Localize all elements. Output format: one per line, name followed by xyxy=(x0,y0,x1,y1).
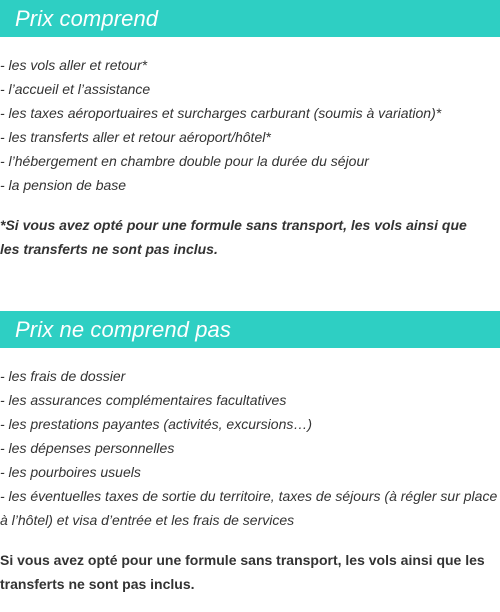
list-item: - les pourboires usuels xyxy=(0,464,141,480)
excluded-note: Si vous avez opté pour une formule sans transport, les vols ainsi que les transferts ne sont pas inclus. xyxy=(0,552,485,592)
list-item: - les dépenses personnelles xyxy=(0,440,175,456)
list-item: - la pension de base xyxy=(0,177,127,193)
excluded-header xyxy=(0,311,500,348)
list-item: - les vols aller et retour* xyxy=(0,57,148,73)
excluded-list xyxy=(0,364,500,532)
list-item: - les prestations payantes (activités, excursions…) xyxy=(0,416,313,432)
list-item: - les frais de dossier xyxy=(0,368,126,384)
excluded-title: Prix ne comprend pas xyxy=(15,316,231,342)
included-list xyxy=(0,53,500,197)
list-item: - les taxes aéroportuaires et surcharges carburant (soumis à variation)* xyxy=(0,105,442,121)
included-header xyxy=(0,0,500,37)
list-item: - les éventuelles taxes de sortie du territoire, taxes de séjours (à régler sur place à l’hôtel) et visa d’entrée et les frais de services xyxy=(0,488,498,528)
list-item: - l’hébergement en chambre double pour la durée du séjour xyxy=(0,153,369,169)
included-note: *Si vous avez opté pour une formule sans transport, les vols ainsi que les transferts ne sont pas inclus. xyxy=(0,217,467,257)
list-item: - les assurances complémentaires facultatives xyxy=(0,392,287,408)
list-item: - l’accueil et l’assistance xyxy=(0,81,151,97)
list-item: - les transferts aller et retour aéroport/hôtel* xyxy=(0,129,271,145)
included-title: Prix comprend xyxy=(15,5,159,31)
